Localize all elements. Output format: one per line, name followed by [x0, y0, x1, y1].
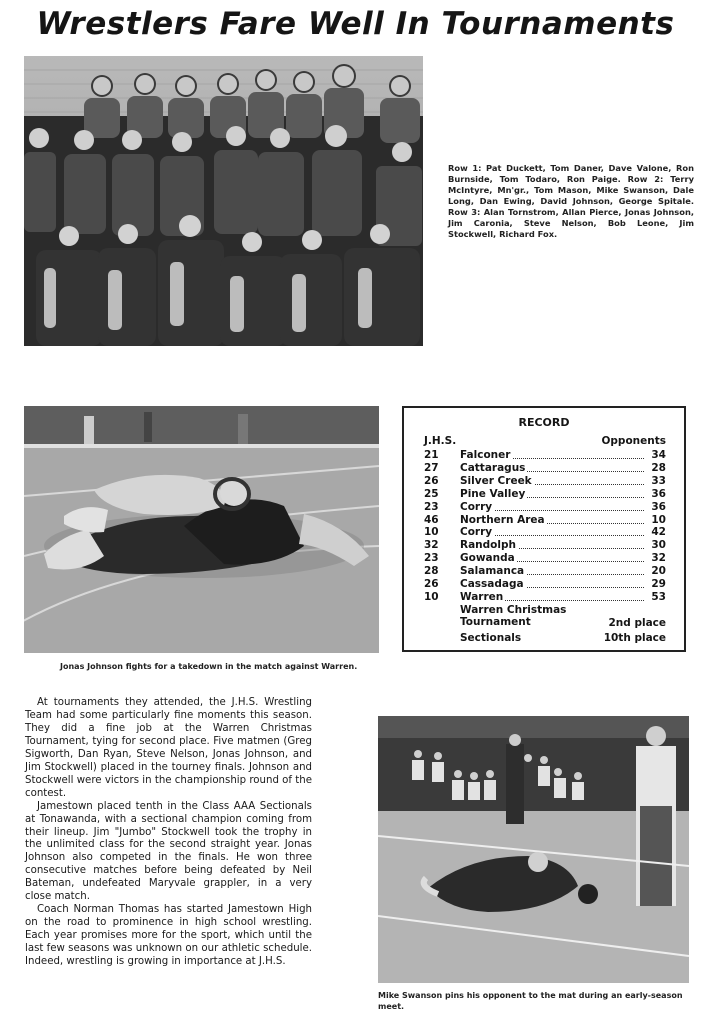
record-opponent-score: 36	[651, 500, 666, 513]
match-photo-pin	[378, 716, 689, 983]
tournament-warren	[460, 604, 666, 632]
record-row	[424, 578, 666, 591]
record-opponent-team: Corry	[460, 526, 493, 539]
tournament-warren-place: 2nd place	[608, 617, 666, 629]
record-jhs-score: 23	[424, 552, 439, 565]
record-opponent-score: 36	[651, 487, 666, 500]
tournament-sectionals	[460, 632, 666, 646]
record-jhs-score: 28	[424, 565, 439, 578]
row2-label: Row 2:	[627, 174, 664, 184]
match-photo-takedown-caption: Jonas Johnson fights for a takedown in the match against Warren.	[60, 662, 358, 671]
article-body	[25, 697, 312, 969]
record-jhs-score: 26	[424, 578, 439, 590]
record-row	[424, 514, 666, 527]
record-row	[424, 449, 666, 462]
record-jhs-score: 26	[424, 474, 439, 487]
row1-names: Pat Duckett, Tom Daner, Dave Valone, Ron Burnside, Tom Todaro, Ron Paige.	[448, 163, 695, 184]
record-row	[424, 462, 666, 475]
record-row	[424, 565, 666, 578]
record-jhs-score: 10	[424, 590, 439, 603]
record-row	[424, 488, 666, 501]
record-opponent-team: Falconer	[460, 449, 511, 461]
team-photo	[24, 56, 423, 346]
record-row	[424, 526, 666, 539]
record-jhs-score: 10	[424, 526, 439, 539]
record-jhs-score: 23	[424, 500, 439, 513]
record-opponent-score: 33	[651, 474, 666, 487]
row3-names: Alan Tornstrom, Allan Pierce, Jonas Johnson, Jim Caronia, Steve Nelson, Bob Leone, Jim Stockwell, Richard Fox.	[448, 207, 694, 239]
record-opponent-score: 30	[651, 539, 666, 552]
record-opponent-team: Gowanda	[460, 552, 515, 565]
row1-label: Row 1:	[448, 163, 482, 173]
record-row	[424, 591, 666, 604]
record-dot-leader	[484, 535, 644, 536]
record-row	[424, 539, 666, 552]
record-jhs-score: 32	[424, 539, 439, 552]
article-paragraph: Jamestown placed tenth in the Class AAA Sectionals at Tonawanda, with a sectional champion coming from their lineup. Jim "Jumbo" Stockwell took the trophy in the unlimited class for the second straight year. Jonas Johnson also competed in the finals. He won three consecutive matches before being defeated by Neil Bateman, undefeated Maryvale grappler, in a very close match.	[25, 800, 312, 903]
tournament-warren-name1: Warren Christmas	[460, 604, 567, 616]
row2-names: Terry McIntyre, Mn'gr., Tom Mason, Mike Swanson, Dale Long, Dan Ewing, David Johnson, George Spitale.	[448, 174, 694, 206]
record-opponent-team: Corry	[460, 500, 493, 513]
tournament-sectionals-name: Sectionals	[460, 632, 522, 644]
record-opponent-team: Northern Area	[460, 513, 545, 526]
record-opponent-team: Silver Creek	[460, 474, 532, 487]
record-opponent-team: Salamanca	[460, 565, 525, 578]
record-opponent-team: Randolph	[460, 539, 516, 552]
record-opponent-team: Cassadaga	[460, 578, 524, 590]
record-col-opponents: Opponents	[601, 435, 666, 447]
record-opponent-score: 53	[651, 590, 666, 603]
record-opponent-score: 10	[651, 513, 666, 526]
record-row	[424, 552, 666, 565]
match-photo-pin-caption: Mike Swanson pins his opponent to the mat during an early-season meet.	[378, 991, 683, 1011]
record-dot-leader	[484, 600, 644, 601]
record-col-jhs: J.H.S.	[424, 435, 457, 447]
tournament-sectionals-place: 10th place	[603, 632, 666, 644]
record-opponent-score: 32	[651, 552, 666, 565]
record-opponent-team: Warren	[460, 590, 504, 603]
record-opponent-score: 28	[651, 461, 666, 474]
record-jhs-score: 27	[424, 461, 439, 474]
tournament-warren-name2: Tournament	[460, 616, 531, 628]
match-photo-takedown	[24, 406, 379, 653]
record-opponent-score: 29	[651, 578, 666, 590]
record-opponent-team: Pine Valley	[460, 487, 526, 500]
record-row	[424, 501, 666, 514]
record-opponent-score: 42	[651, 526, 666, 539]
record-opponent-score: 34	[651, 449, 666, 461]
article-paragraph: Coach Norman Thomas has started Jamestown High on the road to prominence in high school wrestling. Each year promises more for the sport, which until the last few seasons was unknown on our athletic schedule. Indeed, wrestling is growing in importance at J.H.S.	[25, 904, 312, 968]
team-photo-caption	[448, 163, 694, 240]
row3-label: Row 3:	[448, 207, 481, 217]
record-jhs-score: 21	[424, 449, 439, 461]
record-jhs-score: 46	[424, 513, 439, 526]
record-opponent-score: 20	[651, 565, 666, 578]
record-dot-leader	[484, 510, 644, 511]
record-jhs-score: 25	[424, 487, 439, 500]
article-paragraph: At tournaments they attended, the J.H.S. Wrestling Team had some particularly fine moments this season. They did a fine job at the Warren Christmas Tournament, tying for second place. Five matmen (Greg Sigworth, Dan Ryan, Steve Nelson, Jonas Johnson, and Jim Stockwell) placed in the tourney finals. Johnson and Stockwell were victors in the championship round of the contest.	[25, 697, 312, 799]
record-title: RECORD	[518, 416, 570, 429]
record-opponent-team: Cattaragus	[460, 461, 526, 474]
record-row	[424, 475, 666, 488]
record-box	[402, 406, 686, 652]
page-title: Wrestlers Fare Well In Tournaments	[36, 6, 675, 42]
